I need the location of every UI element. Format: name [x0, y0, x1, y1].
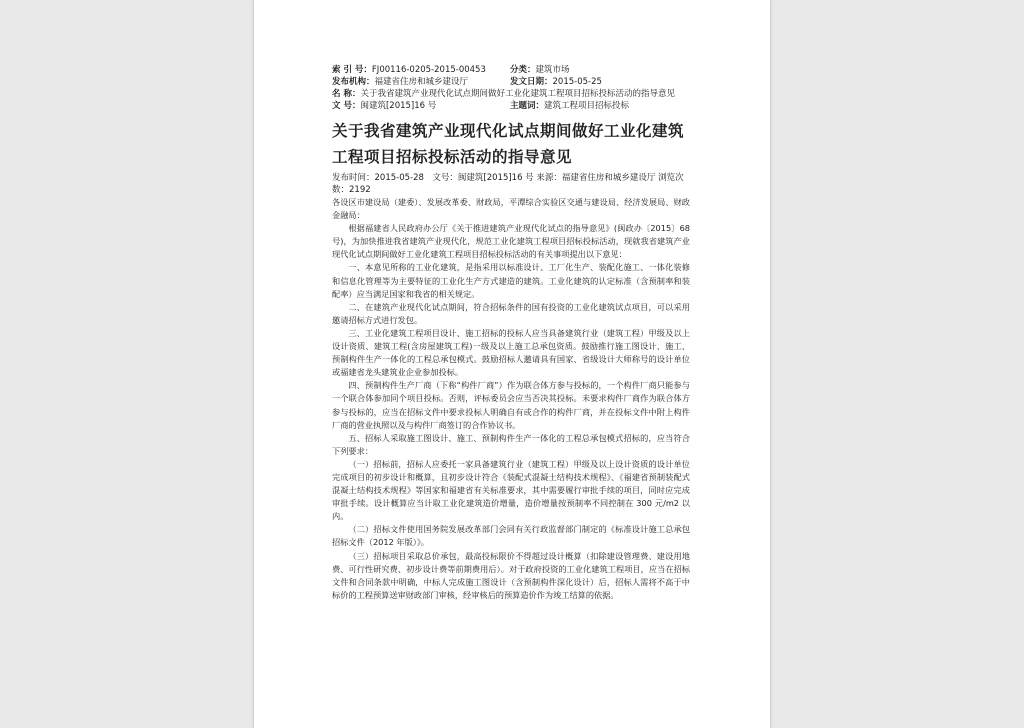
document-page: [254, 0, 770, 728]
subject-label: 主题词：: [510, 101, 545, 111]
publication-info: 发布时间：2015-05-28 文号：闽建筑[2015]16 号 来源：福建省住房和城乡建设厅 浏览次数：2192: [332, 173, 684, 195]
meta-row-issuer: [332, 76, 690, 88]
paragraph-intro: 根据福建省人民政府办公厅《关于推进建筑产业现代化试点的指导意见》(闽政办〔2015〕68 号)，为加快推进我省建筑产业现代化，规范工业化建筑工程项目招标投标活动，现就我省建筑产业现代化试点期间做好工业化建筑工程项目招标投标活动的有关事项提出以下意见：: [332, 223, 690, 260]
meta-row-docno: [332, 100, 690, 112]
paragraph-2: 二、在建筑产业现代化试点期间，符合招标条件的国有投资的工业化建筑试点项目，可以采用邀请招标方式进行发包。: [332, 301, 690, 325]
title-line-1: 关于我省建筑产业现代化试点期间做好工业化建筑: [332, 121, 685, 140]
paragraph-3: 三、工业化建筑工程项目设计、施工招标的投标人应当具备建筑行业（建筑工程）甲级及以上设计资质、建筑工程(含房屋建筑工程)一级及以上施工总承包资质。鼓励推行施工图设计、施工、预制构件生产一体化的工程总承包模式。鼓励招标人邀请具有国家、省级设计大师称号的设计单位或福建省龙头建筑业企业参加投标。: [332, 327, 690, 378]
metadata-table: [332, 64, 690, 112]
addressee: 各设区市建设局（建委）、发展改革委、财政局，平潭综合实验区交通与建设局、经济发展局、财政金融局：: [332, 197, 690, 221]
category-label: 分类：: [510, 65, 536, 75]
date-label: 发文日期：: [510, 77, 553, 87]
paragraph-5-2: （二）招标文件使用国务院发展改革部门会同有关行政监督部门制定的《标准设计施工总承包招标文件（2012 年版）》。: [332, 524, 690, 548]
index-label: 索 引 号：: [332, 65, 372, 75]
meta-row-index: [332, 64, 690, 76]
subject-cell: [510, 100, 629, 112]
docno-value: 闽建筑[2015]16 号: [360, 101, 437, 111]
name-label: 名 称：: [332, 89, 361, 99]
document-body: [332, 196, 690, 602]
title-line-2: 工程项目招标投标活动的指导意见: [332, 147, 573, 166]
paragraph-4: 四、预制构件生产厂商（下称“构件厂商”）作为联合体方参与投标的，一个构件厂商只能参与一个联合体参加同个项目投标。否则，评标委员会应当否决其投标。未要求构件厂商作为联合体方参与投标的，应当在招标文件中要求投标人明确自有或合作的构件厂商，并在投标文件中附上构件厂商的营业执照以及与构件厂商签订的合作协议书。: [332, 380, 690, 430]
paragraph-1: 一、本意见所称的工业化建筑，是指采用以标准设计、工厂化生产、装配化施工、一体化装修和信息化管理等为主要特征的工业化生产方式建造的建筑。工业化建筑的认定标准（含预制率和装配率）应当满足国家和我省的相关规定。: [332, 262, 690, 299]
category-value: 建筑市场: [535, 65, 570, 75]
subject-value: 建筑工程项目招标投标: [544, 101, 630, 111]
name-value: 关于我省建筑产业现代化试点期间做好工业化建筑工程项目招标投标活动的指导意见: [360, 89, 675, 99]
document-title: [332, 118, 690, 170]
document-content: [332, 64, 690, 602]
meta-row-name: [332, 88, 690, 100]
date-cell: [510, 76, 602, 88]
date-value: 2015-05-25: [552, 77, 602, 87]
issuer-value: 福建省住房和城乡建设厅: [374, 77, 469, 87]
category-cell: [510, 64, 570, 76]
paragraph-5-1: （一）招标前，招标人应委托一家具备建筑行业（建筑工程）甲级及以上设计资质的设计单位完成项目的初步设计和概算，且初步设计符合《装配式混凝土结构技术规程》、《福建省预制装配式混凝土结构技术规程》等国家和福建省有关标准要求，其中需要履行审批手续的项目，同时应完成审批手续。设计概算应当计取工业化建筑造价增量，造价增量按预制率不同控制在 300 元/m2 以内。: [332, 458, 690, 522]
paragraph-5-3: （三）招标项目采取总价承包，最高投标限价不得超过设计概算（扣除建设管理费、建设用地费、可行性研究费、初步设计费等前期费用后）。对于政府投资的工业化建筑工程项目，应当在招标文件和合同条款中明确，中标人完成施工图设计（含预制构件深化设计）后，招标人需将不高于中标价的工程预算送审财政部门审核，经审核后的预算造价作为竣工结算的依据。: [332, 550, 690, 600]
issuer-label: 发布机构：: [332, 77, 375, 87]
docno-label: 文 号：: [332, 101, 361, 111]
paragraph-5: 五、招标人采取施工图设计、施工、预制构件生产一体化的工程总承包模式招标的，应当符合下列要求：: [332, 432, 690, 456]
index-value: FJ00116-0205-2015-00453: [371, 65, 486, 75]
